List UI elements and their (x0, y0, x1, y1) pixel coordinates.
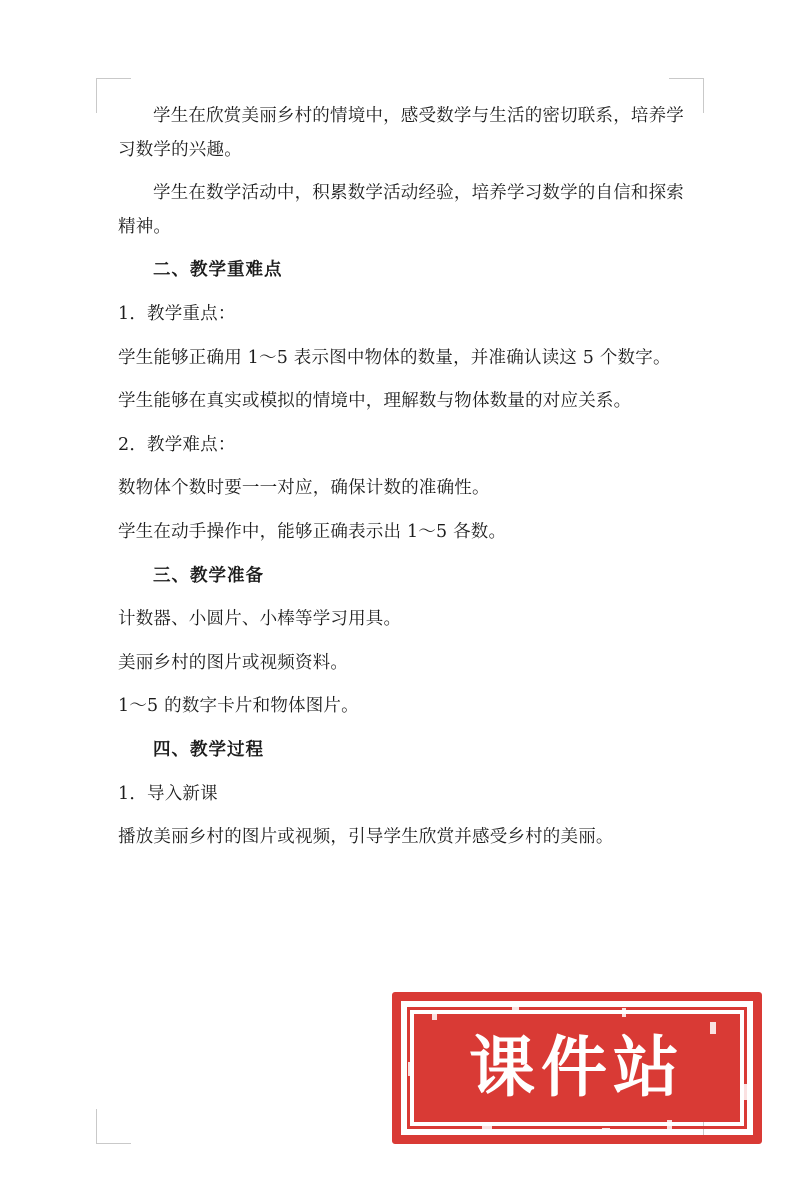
stamp-text: 课件站 (469, 1029, 685, 1106)
stamp-speckle (408, 1062, 414, 1076)
watermark-stamp (392, 992, 762, 1144)
document-paragraph: 2．教学难点： (118, 434, 236, 455)
stamp-speckle (482, 1124, 492, 1130)
document-paragraph: 美丽乡村的图片或视频资料。 (118, 652, 349, 673)
stamp-speckle (512, 1006, 519, 1011)
section-heading: 二、教学重难点 (153, 260, 283, 281)
stamp-speckle (432, 1010, 437, 1020)
document-paragraph: 数物体个数时要一一对应，确保计数的准确性。 (118, 478, 490, 499)
document-paragraph: 计数器、小圆片、小棒等学习用具。 (118, 609, 402, 630)
document-paragraph: 学生在动手操作中，能够正确表示出 1～5 各数。 (118, 521, 507, 542)
stamp-speckle (602, 1128, 610, 1134)
stamp-speckle (740, 1084, 747, 1100)
document-paragraph: 学生在欣赏美丽乡村的情境中，感受数学与生活的密切联系，培养学习数学的兴趣。 (118, 106, 684, 160)
document-paragraph: 播放美丽乡村的图片或视频，引导学生欣赏并感受乡村的美丽。 (118, 827, 614, 848)
document-paragraph: 学生能够在真实或模拟的情境中，理解数与物体数量的对应关系。 (118, 391, 632, 412)
document-paragraph: 学生在数学活动中，积累数学活动经验，培养学习数学的自信和探索精神。 (118, 183, 684, 237)
section-heading: 三、教学准备 (153, 565, 264, 586)
document-paragraph: 学生能够正确用 1～5 表示图中物体的数量，并准确认读这 5 个数字。 (118, 347, 671, 368)
section-heading: 四、教学过程 (153, 739, 264, 760)
stamp-speckle (710, 1022, 716, 1034)
document-paragraph: 1～5 的数字卡片和物体图片。 (118, 696, 359, 717)
document-body (118, 100, 684, 865)
stamp-speckle (622, 1008, 626, 1017)
document-paragraph: 1．导入新课 (118, 783, 218, 804)
stamp-inner (414, 1014, 740, 1122)
stamp-speckle (667, 1120, 672, 1129)
crop-mark-bottom-left (96, 1109, 131, 1144)
document-paragraph: 1．教学重点： (118, 303, 236, 324)
